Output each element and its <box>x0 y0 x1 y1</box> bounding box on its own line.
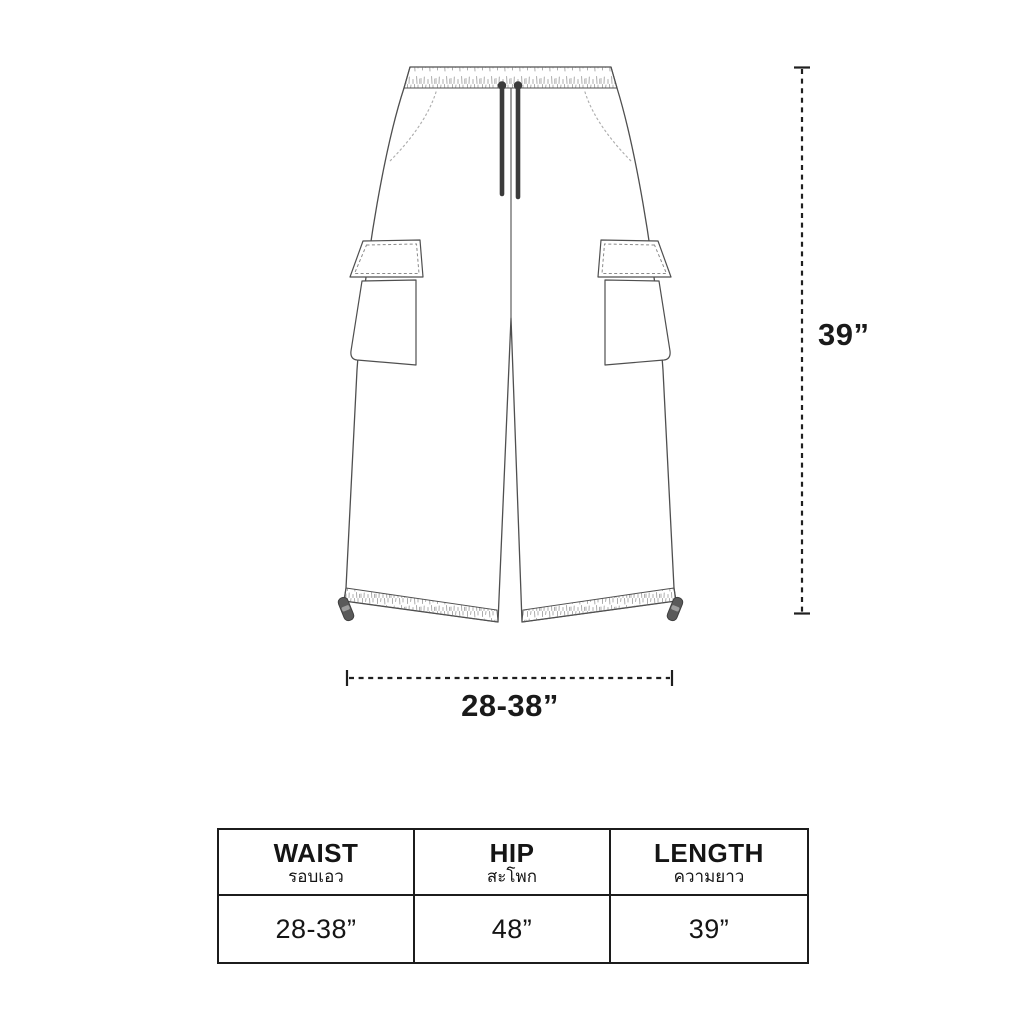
cargo-pocket-left-flap <box>350 240 423 277</box>
size-table <box>217 828 809 964</box>
cargo-pocket-left <box>350 240 423 365</box>
length-value: 39” <box>688 913 730 944</box>
waistband <box>404 67 617 88</box>
length-header-en: LENGTH <box>654 838 764 869</box>
cargo-pocket-left-body <box>351 280 416 365</box>
size-table-header-waist <box>219 830 415 896</box>
hip-header-en: HIP <box>489 838 535 869</box>
width-dimension-label: 28-38” <box>461 688 559 723</box>
waist-header-th: รอบเอว <box>288 867 344 887</box>
length-dimension-label: 39” <box>818 317 870 352</box>
cargo-pocket-right-flap <box>598 240 671 277</box>
waist-value: 28-38” <box>219 896 415 962</box>
width-dimension-line <box>347 670 672 686</box>
waist-header-en: WAIST <box>273 838 359 869</box>
size-table-header-length <box>611 830 807 896</box>
length-header-th: ความยาว <box>673 867 745 887</box>
cargo-pocket-right-body <box>605 280 670 365</box>
cargo-pocket-right <box>598 240 671 365</box>
size-table-header-hip <box>415 830 611 896</box>
hip-value: 48” <box>415 896 611 962</box>
length-dimension-line <box>794 68 810 614</box>
hip-header-th: สะโพก <box>486 867 538 887</box>
